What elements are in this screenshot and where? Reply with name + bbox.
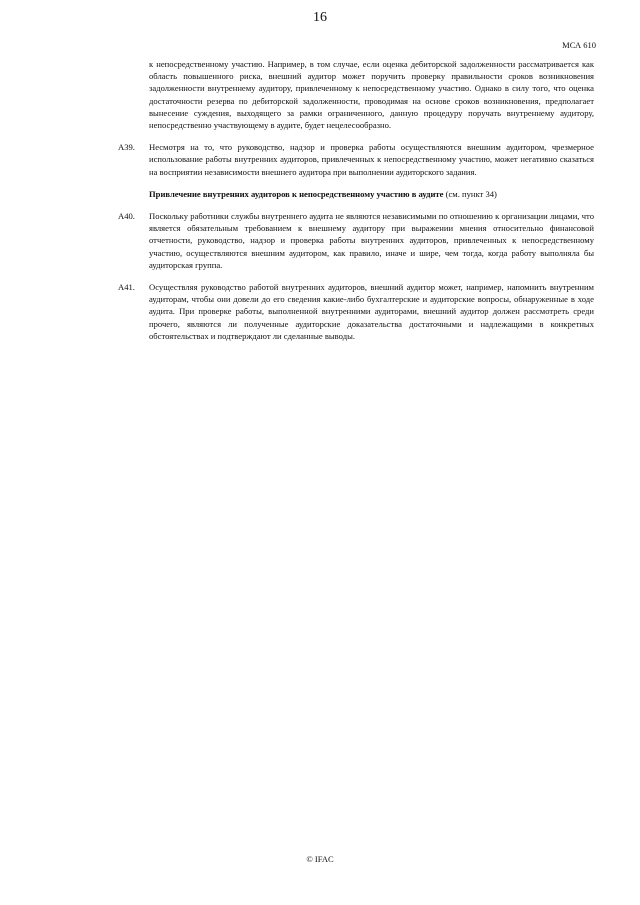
footer-copyright: © IFAC: [306, 854, 334, 864]
paragraph-text: Поскольку работники службы внутреннего аудита не являются независимыми по отношению к организации лицами, что является обязательным требованием к внешнему аудитору при выражении мнения относительно финансовой отчетности, руководство, надзор и проверка работы внутренних аудиторов, привлеченных к непосредственному участию, осуществляются внешним аудитором, как правило, иначе и шире, чем тогда, когда работу выполняла бы аудиторская группа.: [149, 211, 594, 270]
section-heading: [149, 188, 594, 200]
paragraph-a39: [118, 141, 594, 178]
paragraph-text: Несмотря на то, что руководство, надзор и проверка работы осуществляются внешним аудитором, чрезмерное использование работы внутренних аудиторов, привлеченных к непосредственному участию, может негативно сказаться на восприятии независимости внешнего аудитора при выполнении аудиторского задания.: [149, 142, 594, 177]
section-heading-title: Привлечение внутренних аудиторов к непосредственному участию в аудите: [149, 188, 444, 199]
page-number: 16: [313, 10, 327, 25]
paragraph-text: Осуществляя руководство работой внутренних аудиторов, внешний аудитор может, например, напомнить внутренним аудиторам, чтобы они довели до его сведения какие-либо бухгалтерские и аудиторские вопросы, обнаруженные в ходе аудита. При проверке работы, выполненной внутренними аудиторами, внешний аудитор должен рассмотреть среди прочего, являются ли полученные аудиторские доказательства достаточными и надлежащими в конкретных обстоятельствах и подтверждают ли сделанные выводы.: [149, 282, 594, 341]
paragraph-number: A39.: [118, 142, 135, 153]
section-heading-reference: (см. пункт 34): [443, 188, 497, 199]
paragraph-number: A41.: [118, 282, 135, 293]
paragraph-a41: [118, 281, 594, 342]
document-code: МСА 610: [562, 40, 596, 50]
paragraph-a40: [118, 210, 594, 271]
paragraph-number: A40.: [118, 211, 135, 222]
paragraph-continuation: [118, 58, 594, 131]
paragraph-text: к непосредственному участию. Например, в том случае, если оценка дебиторской задолженности рассматривается как область повышенного риска, внешний аудитор может поручить проверку правильности сроков возникновения задолженности внутреннему аудитору, привлеченному к непосредственному участию. Однако в силу того, что оценка достаточности резерва по дебиторской задолженности, проводимая на основе сроков возникновения, предполагает вынесение суждения, выходящего за рамки ограниченного, данную процедуру поручать внутреннему аудитору, непосредственно участвующему в аудите, будет нецелесообразно.: [149, 59, 594, 131]
document-body: [118, 58, 594, 352]
